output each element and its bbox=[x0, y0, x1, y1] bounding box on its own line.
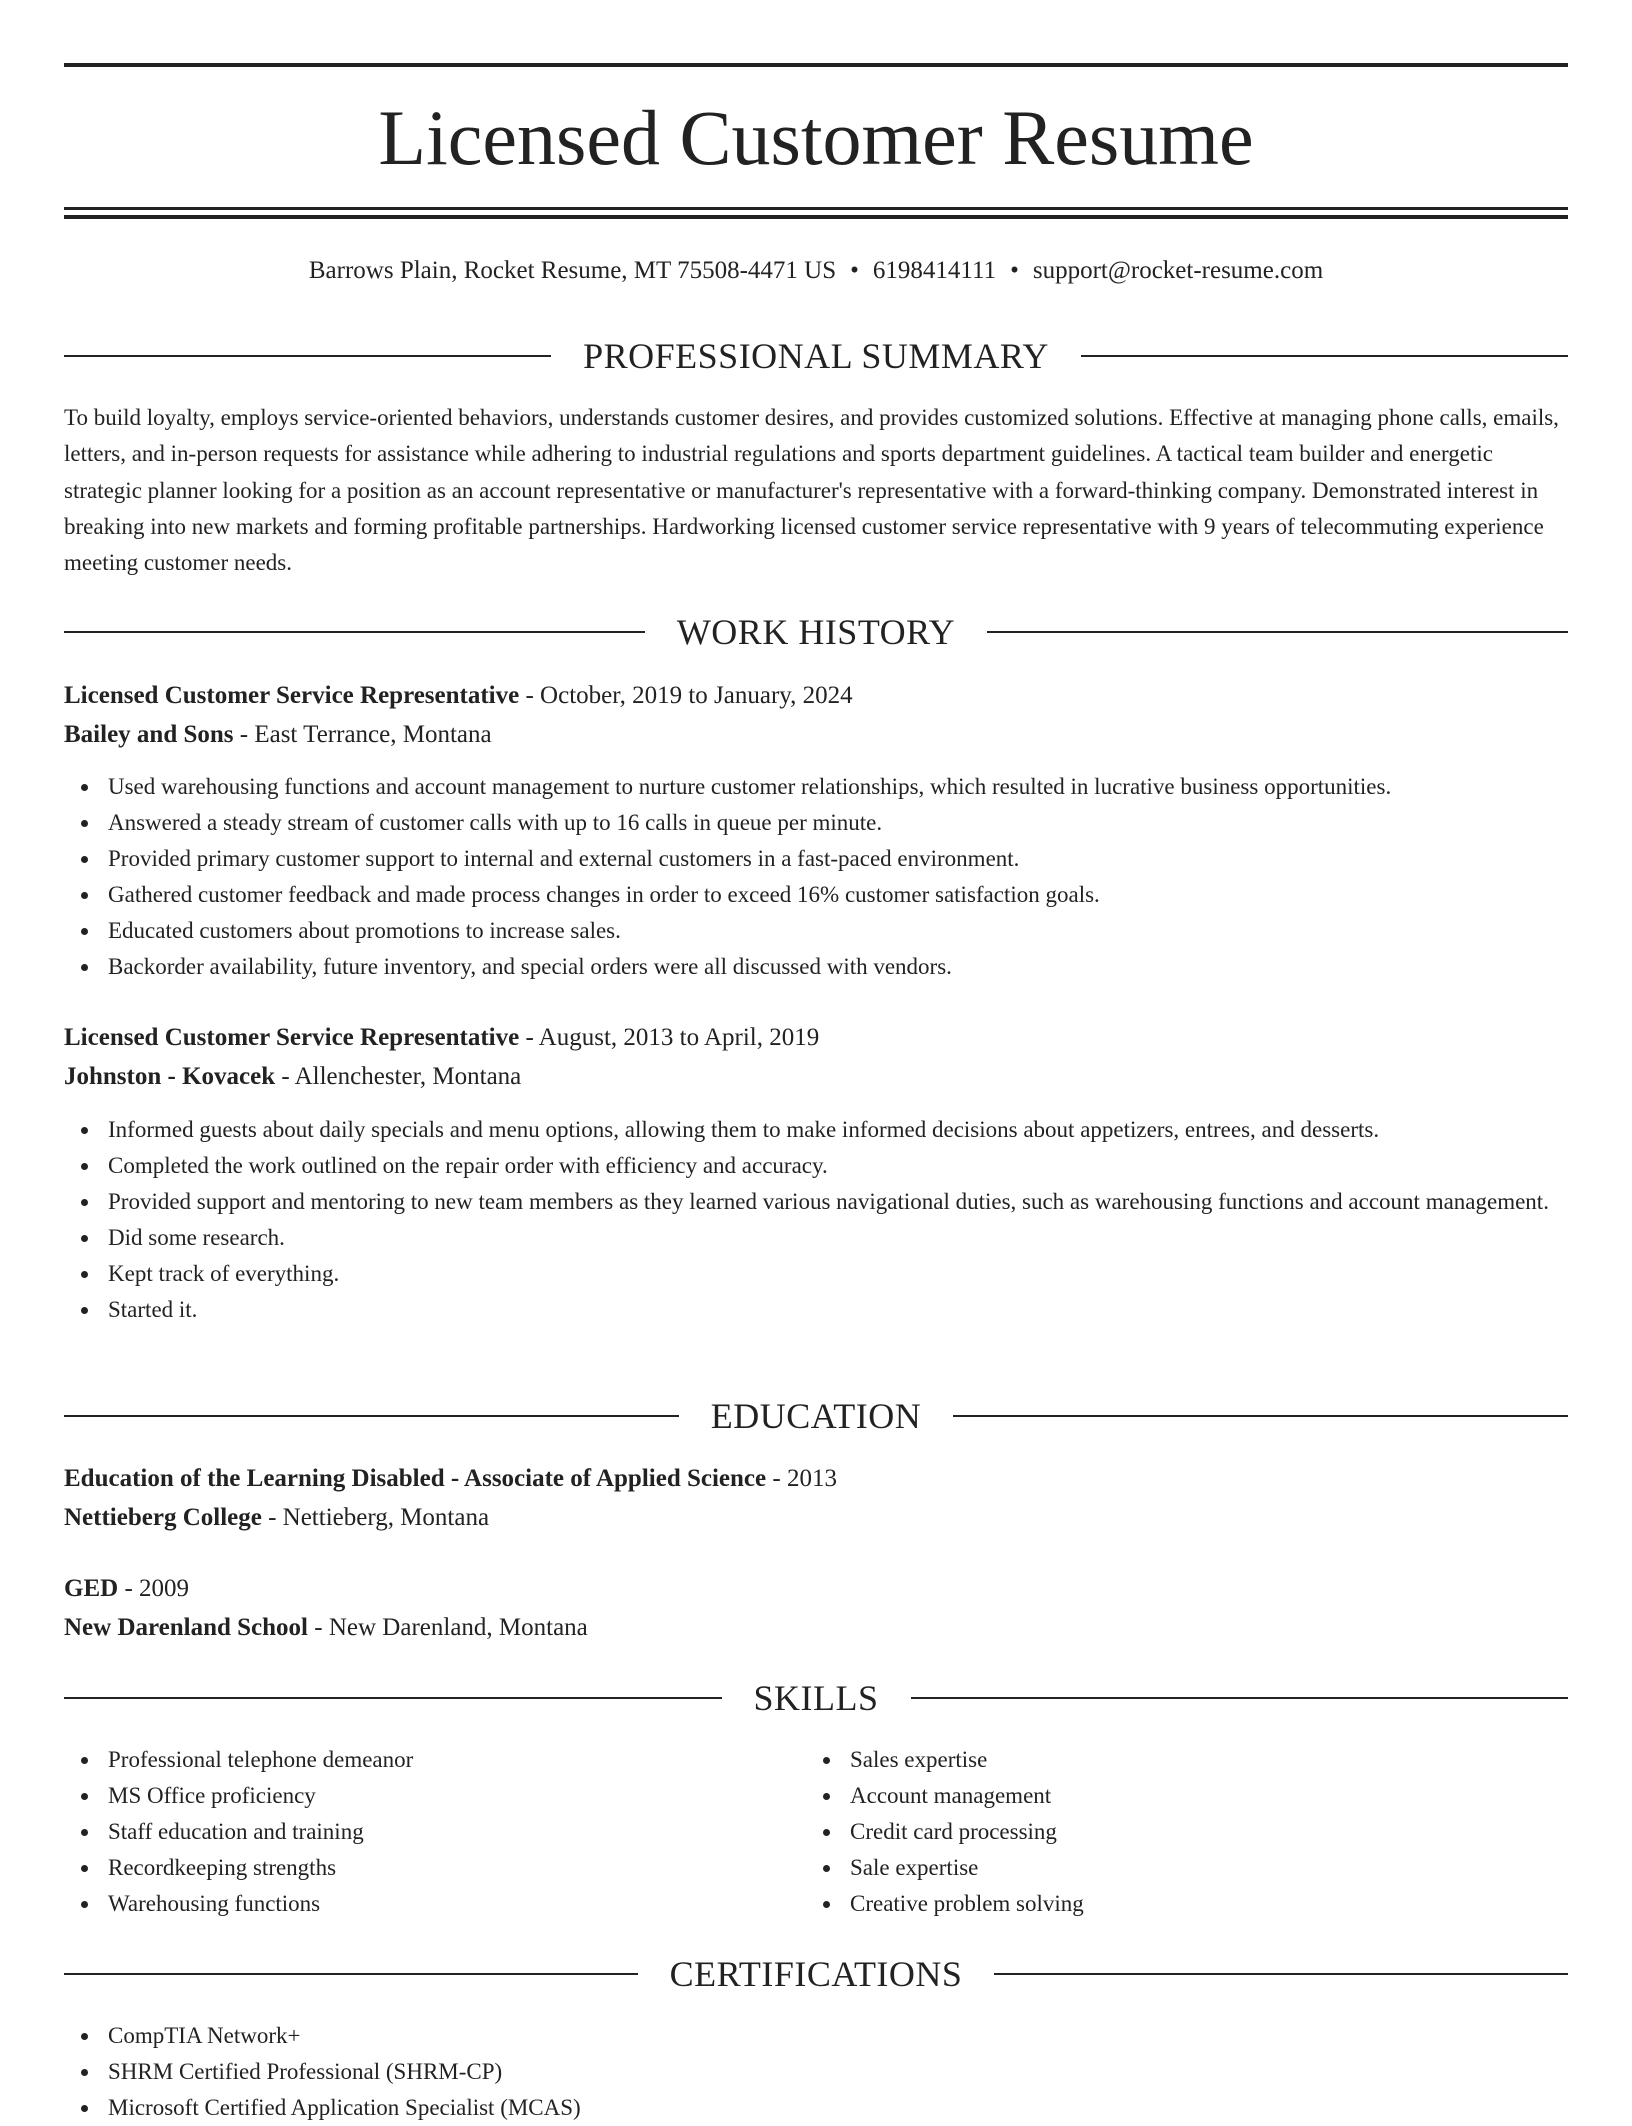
job-company: Bailey and Sons bbox=[64, 721, 234, 748]
job-title: Licensed Customer Service Representative bbox=[64, 682, 520, 709]
summary-paragraph: To build loyalty, employs service-oriented behaviors, understands customer desires, and provides customized solutions. Effective at managing phone calls, emails, letters, and in-person requests for assistance while adhering to industrial regulations and sports department guidelines. A tactical team builder and energetic strategic planner looking for a position as an account representative or manufacturer's representative with a forward-thinking company. Demonstrated interest in breaking into new markets and forming profitable partnerships. Hardworking licensed customer service representative with 9 years of telecommuting experience meeting customer needs. bbox=[64, 405, 1559, 576]
list-item: Provided primary customer support to internal and external customers in a fast-paced environment. bbox=[64, 841, 1568, 877]
section-title: CERTIFICATIONS bbox=[669, 1954, 963, 1994]
education-entry bbox=[64, 1459, 1568, 1537]
job-company-line bbox=[64, 715, 1568, 754]
job-duties-list bbox=[64, 769, 1568, 985]
list-item: Completed the work outlined on the repair order with efficiency and accuracy. bbox=[64, 1148, 1568, 1184]
section-heading-skills bbox=[64, 1676, 1568, 1720]
skills-list-right bbox=[806, 1742, 1506, 1922]
list-item: Did some research. bbox=[64, 1220, 1568, 1256]
page-title: Licensed Customer Resume bbox=[378, 94, 1254, 181]
list-item: Informed guests about daily specials and menu options, allowing them to make informed decisions about appetizers, entrees, and desserts. bbox=[64, 1112, 1568, 1148]
job-title-line bbox=[64, 1018, 1568, 1057]
list-item: Professional telephone demeanor bbox=[64, 1742, 764, 1778]
contact-email: support@rocket-resume.com bbox=[1032, 257, 1324, 284]
list-item: MS Office proficiency bbox=[64, 1778, 764, 1814]
heading-rule-right bbox=[987, 631, 1568, 633]
contact-separator: • bbox=[1010, 257, 1019, 284]
education-entry bbox=[64, 1569, 1568, 1647]
job-duties-list bbox=[64, 1112, 1568, 1328]
list-item: Answered a steady stream of customer calls with up to 16 calls in queue per minute. bbox=[64, 805, 1568, 841]
heading-rule-right bbox=[953, 1415, 1568, 1417]
heading-rule-right bbox=[1081, 355, 1568, 357]
contact-phone: 6198414111 bbox=[872, 257, 997, 284]
section-heading-education bbox=[64, 1394, 1568, 1438]
degree-year: - 2009 bbox=[118, 1575, 190, 1602]
degree-name: GED bbox=[64, 1575, 119, 1602]
list-item: Microsoft Certified Application Specialist (MCAS) bbox=[64, 2090, 1568, 2126]
job-location: - Allenchester, Montana bbox=[275, 1063, 522, 1090]
heading-rule-right bbox=[994, 1973, 1568, 1975]
contact-line bbox=[64, 254, 1568, 288]
heading-rule-left bbox=[64, 1415, 679, 1417]
section-title: SKILLS bbox=[753, 1678, 879, 1718]
school-line bbox=[64, 1608, 1568, 1647]
job-dates: - October, 2019 to January, 2024 bbox=[519, 682, 853, 709]
list-item: Kept track of everything. bbox=[64, 1256, 1568, 1292]
list-item: Staff education and training bbox=[64, 1814, 764, 1850]
degree-year: - 2013 bbox=[766, 1465, 837, 1492]
job-title-line bbox=[64, 676, 1568, 715]
header-top-rule bbox=[64, 63, 1568, 67]
list-item: Sales expertise bbox=[806, 1742, 1506, 1778]
job-company-line bbox=[64, 1057, 1568, 1096]
section-title: WORK HISTORY bbox=[676, 612, 956, 652]
degree-line bbox=[64, 1459, 1568, 1498]
job-location: - East Terrance, Montana bbox=[233, 721, 492, 748]
heading-rule-left bbox=[64, 1697, 722, 1699]
header-rule-upper bbox=[64, 207, 1568, 210]
job-company: Johnston - Kovacek bbox=[64, 1063, 276, 1090]
school-location: - New Darenland, Montana bbox=[308, 1614, 588, 1641]
skills-list-left bbox=[64, 1742, 764, 1922]
list-item: Backorder availability, future inventory, and special orders were all discussed with vendors. bbox=[64, 949, 1568, 985]
job-entry bbox=[64, 1018, 1568, 1096]
list-item: Recordkeeping strengths bbox=[64, 1850, 764, 1886]
list-item: Educated customers about promotions to increase sales. bbox=[64, 913, 1568, 949]
list-item: CompTIA Network+ bbox=[64, 2018, 1568, 2054]
heading-rule-left bbox=[64, 355, 551, 357]
list-item: Sale expertise bbox=[806, 1850, 1506, 1886]
job-dates: - August, 2013 to April, 2019 bbox=[519, 1024, 820, 1051]
section-heading-work-history bbox=[64, 610, 1568, 654]
school-line bbox=[64, 1498, 1568, 1537]
list-item: Account management bbox=[806, 1778, 1506, 1814]
degree-name: Education of the Learning Disabled - Associate of Applied Science bbox=[64, 1465, 767, 1492]
list-item: Provided support and mentoring to new team members as they learned various navigational duties, such as warehousing functions and account management. bbox=[64, 1184, 1568, 1220]
contact-separator: • bbox=[850, 257, 859, 284]
heading-rule-left bbox=[64, 631, 645, 633]
heading-rule-right bbox=[911, 1697, 1569, 1699]
degree-line bbox=[64, 1569, 1568, 1608]
list-item: SHRM Certified Professional (SHRM-CP) bbox=[64, 2054, 1568, 2090]
school-name: Nettieberg College bbox=[64, 1504, 262, 1531]
school-location: - Nettieberg, Montana bbox=[261, 1504, 490, 1531]
certifications-list bbox=[64, 2018, 1568, 2126]
list-item: Started it. bbox=[64, 1292, 1568, 1328]
list-item: Credit card processing bbox=[806, 1814, 1506, 1850]
list-item: Gathered customer feedback and made process changes in order to exceed 16% customer satisfaction goals. bbox=[64, 877, 1568, 913]
job-entry bbox=[64, 676, 1568, 754]
heading-rule-left bbox=[64, 1973, 638, 1975]
section-title: PROFESSIONAL SUMMARY bbox=[583, 336, 1049, 376]
school-name: New Darenland School bbox=[64, 1614, 309, 1641]
section-heading-certifications bbox=[64, 1952, 1568, 1996]
section-heading-summary bbox=[64, 334, 1568, 378]
list-item: Warehousing functions bbox=[64, 1886, 764, 1922]
list-item: Creative problem solving bbox=[806, 1886, 1506, 1922]
header-rule-lower bbox=[64, 215, 1568, 219]
list-item: Used warehousing functions and account management to nurture customer relationships, which resulted in lucrative business opportunities. bbox=[64, 769, 1568, 805]
section-title: EDUCATION bbox=[710, 1396, 922, 1436]
job-title: Licensed Customer Service Representative bbox=[64, 1024, 520, 1051]
contact-address: Barrows Plain, Rocket Resume, MT 75508-4471 US bbox=[308, 257, 837, 284]
